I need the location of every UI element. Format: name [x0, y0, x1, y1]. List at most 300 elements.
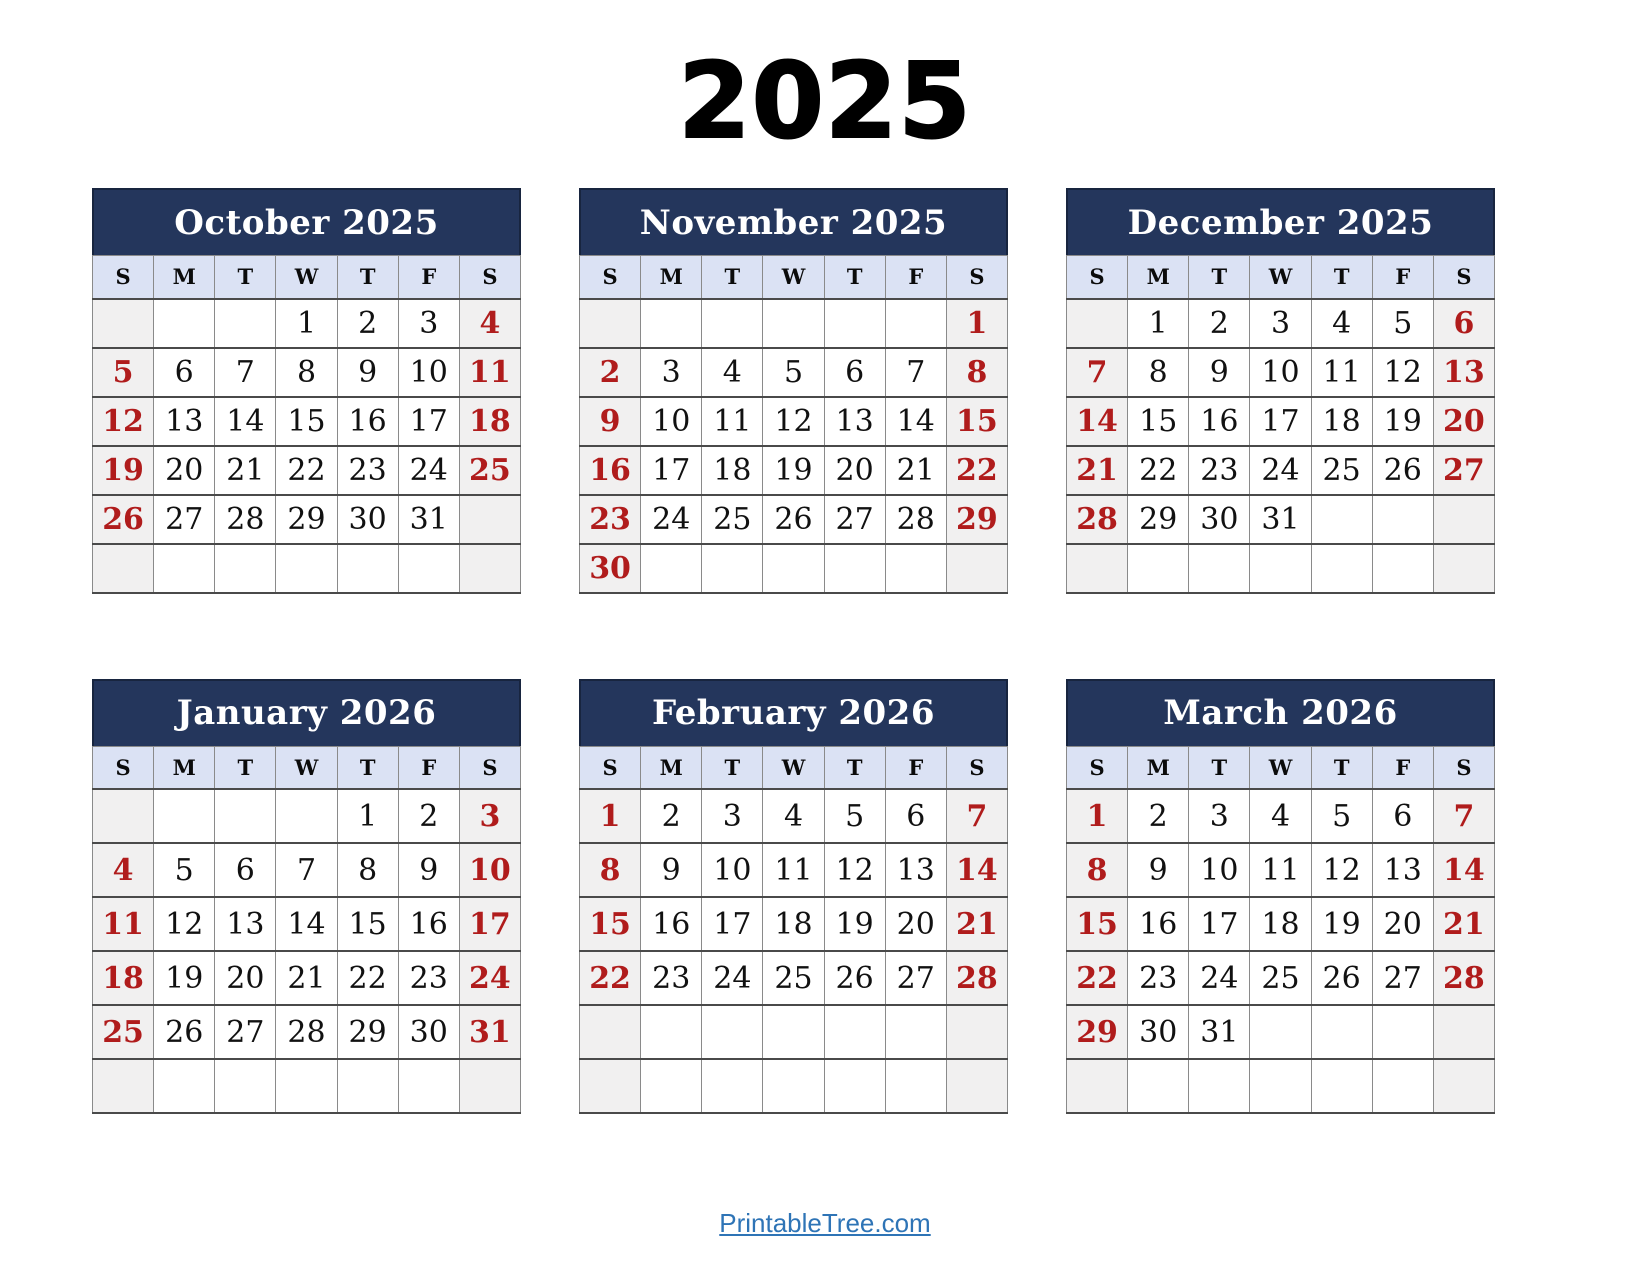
- day-cell-december-2025-25: 25: [1311, 446, 1372, 495]
- day-cell-february-2026-5: 5: [824, 789, 885, 843]
- day-cell-january-2026-22: 22: [337, 951, 398, 1005]
- day-cell-october-2025-23: 23: [337, 446, 398, 495]
- day-cell-february-2026-23: 23: [641, 951, 702, 1005]
- day-cell-january-2026-5: 5: [154, 843, 215, 897]
- day-cell-empty: [763, 544, 824, 593]
- day-cell-january-2026-7: 7: [276, 843, 337, 897]
- day-cell-december-2025-3: 3: [1250, 299, 1311, 348]
- day-cell-empty: [702, 1059, 763, 1113]
- day-cell-empty: [1433, 1059, 1494, 1113]
- day-cell-february-2026-24: 24: [702, 951, 763, 1005]
- day-cell-november-2025-21: 21: [885, 446, 946, 495]
- day-cell-empty: [946, 544, 1007, 593]
- day-cell-january-2026-3: 3: [459, 789, 520, 843]
- day-cell-empty: [398, 1059, 459, 1113]
- weekday-header: S: [93, 256, 154, 299]
- day-cell-empty: [824, 299, 885, 348]
- day-cell-empty: [1433, 544, 1494, 593]
- weekday-header: S: [580, 746, 641, 789]
- day-cell-january-2026-28: 28: [276, 1005, 337, 1059]
- day-cell-march-2026-16: 16: [1128, 897, 1189, 951]
- day-cell-march-2026-15: 15: [1067, 897, 1128, 951]
- day-cell-october-2025-26: 26: [93, 495, 154, 544]
- week-row: [580, 1059, 1008, 1113]
- day-cell-march-2026-6: 6: [1372, 789, 1433, 843]
- weekday-header: M: [1128, 256, 1189, 299]
- day-cell-december-2025-17: 17: [1250, 397, 1311, 446]
- day-cell-december-2025-1: 1: [1128, 299, 1189, 348]
- day-cell-january-2026-11: 11: [93, 897, 154, 951]
- day-cell-january-2026-19: 19: [154, 951, 215, 1005]
- day-cell-november-2025-14: 14: [885, 397, 946, 446]
- month-table-march-2026: [1066, 746, 1495, 1115]
- weekday-header: T: [824, 256, 885, 299]
- day-cell-january-2026-12: 12: [154, 897, 215, 951]
- day-cell-january-2026-15: 15: [337, 897, 398, 951]
- day-cell-empty: [885, 299, 946, 348]
- day-cell-december-2025-16: 16: [1189, 397, 1250, 446]
- week-row: [1067, 789, 1495, 843]
- day-cell-november-2025-24: 24: [641, 495, 702, 544]
- day-cell-empty: [1433, 495, 1494, 544]
- month-title-december-2025: December 2025: [1066, 188, 1495, 255]
- day-cell-october-2025-18: 18: [459, 397, 520, 446]
- day-cell-november-2025-1: 1: [946, 299, 1007, 348]
- weekday-header: T: [1311, 746, 1372, 789]
- year-title: 2025: [678, 40, 972, 162]
- week-row: [93, 495, 521, 544]
- day-cell-december-2025-19: 19: [1372, 397, 1433, 446]
- day-cell-empty: [824, 544, 885, 593]
- day-cell-empty: [215, 299, 276, 348]
- month-card-january-2026: [92, 679, 521, 1115]
- day-cell-november-2025-15: 15: [946, 397, 1007, 446]
- day-cell-empty: [93, 299, 154, 348]
- day-cell-december-2025-24: 24: [1250, 446, 1311, 495]
- week-row: [93, 544, 521, 593]
- day-cell-february-2026-19: 19: [824, 897, 885, 951]
- day-cell-january-2026-6: 6: [215, 843, 276, 897]
- weekday-header: F: [885, 746, 946, 789]
- weekday-header: T: [1189, 746, 1250, 789]
- day-cell-december-2025-29: 29: [1128, 495, 1189, 544]
- day-cell-january-2026-25: 25: [93, 1005, 154, 1059]
- weekday-header: W: [763, 746, 824, 789]
- day-cell-empty: [763, 299, 824, 348]
- day-cell-empty: [1250, 544, 1311, 593]
- weekday-header: F: [885, 256, 946, 299]
- day-cell-october-2025-14: 14: [215, 397, 276, 446]
- day-cell-november-2025-12: 12: [763, 397, 824, 446]
- day-cell-november-2025-22: 22: [946, 446, 1007, 495]
- weekday-header: S: [93, 746, 154, 789]
- day-cell-october-2025-29: 29: [276, 495, 337, 544]
- day-cell-empty: [885, 1059, 946, 1113]
- day-cell-december-2025-31: 31: [1250, 495, 1311, 544]
- day-cell-january-2026-1: 1: [337, 789, 398, 843]
- week-row: [580, 544, 1008, 593]
- day-cell-january-2026-21: 21: [276, 951, 337, 1005]
- week-row: [93, 299, 521, 348]
- weekday-header: S: [1067, 256, 1128, 299]
- day-cell-november-2025-25: 25: [702, 495, 763, 544]
- day-cell-december-2025-2: 2: [1189, 299, 1250, 348]
- week-row: [580, 397, 1008, 446]
- week-row: [1067, 544, 1495, 593]
- week-row: [93, 951, 521, 1005]
- day-cell-november-2025-17: 17: [641, 446, 702, 495]
- day-cell-january-2026-13: 13: [215, 897, 276, 951]
- day-cell-empty: [93, 789, 154, 843]
- day-cell-november-2025-28: 28: [885, 495, 946, 544]
- day-cell-empty: [398, 544, 459, 593]
- day-cell-october-2025-2: 2: [337, 299, 398, 348]
- day-cell-december-2025-20: 20: [1433, 397, 1494, 446]
- day-cell-february-2026-9: 9: [641, 843, 702, 897]
- day-cell-november-2025-29: 29: [946, 495, 1007, 544]
- day-cell-march-2026-24: 24: [1189, 951, 1250, 1005]
- day-cell-january-2026-24: 24: [459, 951, 520, 1005]
- weekday-header: M: [641, 746, 702, 789]
- day-cell-march-2026-18: 18: [1250, 897, 1311, 951]
- week-row: [93, 397, 521, 446]
- month-title-october-2025: October 2025: [92, 188, 521, 255]
- day-cell-december-2025-12: 12: [1372, 348, 1433, 397]
- weekday-header: T: [337, 256, 398, 299]
- day-cell-empty: [337, 544, 398, 593]
- day-cell-empty: [459, 1059, 520, 1113]
- month-card-november-2025: [579, 188, 1008, 594]
- day-cell-empty: [763, 1059, 824, 1113]
- day-cell-empty: [154, 544, 215, 593]
- footer: [0, 1208, 1650, 1239]
- day-cell-november-2025-5: 5: [763, 348, 824, 397]
- day-cell-february-2026-27: 27: [885, 951, 946, 1005]
- weekday-header-row: [93, 746, 521, 789]
- day-cell-october-2025-22: 22: [276, 446, 337, 495]
- weekday-header-row: [1067, 746, 1495, 789]
- day-cell-empty: [580, 299, 641, 348]
- weekday-header: S: [1433, 256, 1494, 299]
- day-cell-empty: [215, 1059, 276, 1113]
- day-cell-empty: [580, 1059, 641, 1113]
- day-cell-march-2026-30: 30: [1128, 1005, 1189, 1059]
- day-cell-december-2025-4: 4: [1311, 299, 1372, 348]
- day-cell-empty: [215, 544, 276, 593]
- day-cell-march-2026-19: 19: [1311, 897, 1372, 951]
- day-cell-october-2025-30: 30: [337, 495, 398, 544]
- day-cell-january-2026-2: 2: [398, 789, 459, 843]
- day-cell-october-2025-27: 27: [154, 495, 215, 544]
- week-row: [93, 1059, 521, 1113]
- week-row: [1067, 446, 1495, 495]
- month-title-february-2026: February 2026: [579, 679, 1008, 746]
- day-cell-february-2026-25: 25: [763, 951, 824, 1005]
- day-cell-february-2026-20: 20: [885, 897, 946, 951]
- day-cell-october-2025-5: 5: [93, 348, 154, 397]
- day-cell-empty: [276, 1059, 337, 1113]
- day-cell-february-2026-2: 2: [641, 789, 702, 843]
- day-cell-empty: [641, 1059, 702, 1113]
- day-cell-empty: [1311, 1059, 1372, 1113]
- week-row: [93, 789, 521, 843]
- day-cell-october-2025-7: 7: [215, 348, 276, 397]
- day-cell-february-2026-16: 16: [641, 897, 702, 951]
- day-cell-january-2026-30: 30: [398, 1005, 459, 1059]
- weekday-header: F: [398, 256, 459, 299]
- day-cell-empty: [215, 789, 276, 843]
- day-cell-january-2026-17: 17: [459, 897, 520, 951]
- week-row: [1067, 299, 1495, 348]
- day-cell-february-2026-18: 18: [763, 897, 824, 951]
- day-cell-empty: [1372, 544, 1433, 593]
- weekday-header: F: [1372, 256, 1433, 299]
- day-cell-december-2025-10: 10: [1250, 348, 1311, 397]
- weekday-header-row: [1067, 256, 1495, 299]
- day-cell-december-2025-6: 6: [1433, 299, 1494, 348]
- day-cell-october-2025-20: 20: [154, 446, 215, 495]
- weekday-header: S: [1433, 746, 1494, 789]
- day-cell-january-2026-14: 14: [276, 897, 337, 951]
- day-cell-march-2026-11: 11: [1250, 843, 1311, 897]
- day-cell-january-2026-10: 10: [459, 843, 520, 897]
- day-cell-empty: [1311, 544, 1372, 593]
- day-cell-january-2026-20: 20: [215, 951, 276, 1005]
- day-cell-november-2025-26: 26: [763, 495, 824, 544]
- day-cell-empty: [885, 544, 946, 593]
- day-cell-empty: [1128, 544, 1189, 593]
- week-row: [1067, 951, 1495, 1005]
- week-row: [1067, 1005, 1495, 1059]
- day-cell-january-2026-4: 4: [93, 843, 154, 897]
- day-cell-october-2025-12: 12: [93, 397, 154, 446]
- weekday-header: F: [398, 746, 459, 789]
- day-cell-december-2025-28: 28: [1067, 495, 1128, 544]
- day-cell-march-2026-25: 25: [1250, 951, 1311, 1005]
- day-cell-empty: [1250, 1059, 1311, 1113]
- day-cell-empty: [337, 1059, 398, 1113]
- day-cell-empty: [93, 544, 154, 593]
- day-cell-empty: [641, 544, 702, 593]
- day-cell-march-2026-9: 9: [1128, 843, 1189, 897]
- day-cell-march-2026-22: 22: [1067, 951, 1128, 1005]
- day-cell-january-2026-8: 8: [337, 843, 398, 897]
- day-cell-january-2026-18: 18: [93, 951, 154, 1005]
- day-cell-december-2025-30: 30: [1189, 495, 1250, 544]
- day-cell-march-2026-8: 8: [1067, 843, 1128, 897]
- week-row: [93, 446, 521, 495]
- day-cell-february-2026-10: 10: [702, 843, 763, 897]
- day-cell-november-2025-19: 19: [763, 446, 824, 495]
- day-cell-november-2025-8: 8: [946, 348, 1007, 397]
- month-card-october-2025: [92, 188, 521, 594]
- day-cell-january-2026-29: 29: [337, 1005, 398, 1059]
- day-cell-march-2026-28: 28: [1433, 951, 1494, 1005]
- day-cell-empty: [276, 789, 337, 843]
- day-cell-empty: [1433, 1005, 1494, 1059]
- week-row: [1067, 397, 1495, 446]
- weekday-header: T: [1311, 256, 1372, 299]
- day-cell-december-2025-26: 26: [1372, 446, 1433, 495]
- week-row: [580, 1005, 1008, 1059]
- weekday-header: S: [580, 256, 641, 299]
- day-cell-october-2025-25: 25: [459, 446, 520, 495]
- day-cell-empty: [1311, 495, 1372, 544]
- day-cell-empty: [1067, 1059, 1128, 1113]
- day-cell-march-2026-13: 13: [1372, 843, 1433, 897]
- weekday-header: W: [1250, 746, 1311, 789]
- weekday-header: M: [154, 256, 215, 299]
- day-cell-march-2026-21: 21: [1433, 897, 1494, 951]
- week-row: [1067, 843, 1495, 897]
- day-cell-empty: [1128, 1059, 1189, 1113]
- weekday-header: T: [824, 746, 885, 789]
- day-cell-december-2025-15: 15: [1128, 397, 1189, 446]
- day-cell-november-2025-30: 30: [580, 544, 641, 593]
- month-table-october-2025: [92, 255, 521, 594]
- day-cell-empty: [1067, 299, 1128, 348]
- day-cell-march-2026-2: 2: [1128, 789, 1189, 843]
- weekday-header: T: [702, 256, 763, 299]
- day-cell-november-2025-18: 18: [702, 446, 763, 495]
- day-cell-november-2025-11: 11: [702, 397, 763, 446]
- day-cell-march-2026-23: 23: [1128, 951, 1189, 1005]
- day-cell-empty: [459, 544, 520, 593]
- day-cell-march-2026-26: 26: [1311, 951, 1372, 1005]
- day-cell-march-2026-5: 5: [1311, 789, 1372, 843]
- day-cell-empty: [276, 544, 337, 593]
- day-cell-january-2026-16: 16: [398, 897, 459, 951]
- week-row: [580, 348, 1008, 397]
- weekday-header: F: [1372, 746, 1433, 789]
- day-cell-empty: [763, 1005, 824, 1059]
- day-cell-january-2026-26: 26: [154, 1005, 215, 1059]
- month-table-december-2025: [1066, 255, 1495, 594]
- month-table-february-2026: [579, 746, 1008, 1115]
- weekday-header: M: [1128, 746, 1189, 789]
- footer-link[interactable]: PrintableTree.com: [719, 1208, 931, 1238]
- day-cell-october-2025-15: 15: [276, 397, 337, 446]
- month-table-november-2025: [579, 255, 1008, 594]
- day-cell-december-2025-11: 11: [1311, 348, 1372, 397]
- day-cell-empty: [1311, 1005, 1372, 1059]
- day-cell-empty: [885, 1005, 946, 1059]
- day-cell-empty: [1067, 544, 1128, 593]
- day-cell-december-2025-5: 5: [1372, 299, 1433, 348]
- day-cell-december-2025-23: 23: [1189, 446, 1250, 495]
- day-cell-empty: [93, 1059, 154, 1113]
- day-cell-november-2025-23: 23: [580, 495, 641, 544]
- day-cell-march-2026-7: 7: [1433, 789, 1494, 843]
- day-cell-march-2026-10: 10: [1189, 843, 1250, 897]
- day-cell-november-2025-10: 10: [641, 397, 702, 446]
- day-cell-march-2026-3: 3: [1189, 789, 1250, 843]
- month-title-november-2025: November 2025: [579, 188, 1008, 255]
- day-cell-january-2026-31: 31: [459, 1005, 520, 1059]
- day-cell-february-2026-8: 8: [580, 843, 641, 897]
- week-row: [93, 843, 521, 897]
- day-cell-december-2025-8: 8: [1128, 348, 1189, 397]
- day-cell-empty: [1250, 1005, 1311, 1059]
- day-cell-november-2025-9: 9: [580, 397, 641, 446]
- weekday-header-row: [580, 256, 1008, 299]
- weekday-header: T: [1189, 256, 1250, 299]
- day-cell-february-2026-4: 4: [763, 789, 824, 843]
- day-cell-november-2025-27: 27: [824, 495, 885, 544]
- day-cell-october-2025-9: 9: [337, 348, 398, 397]
- day-cell-november-2025-3: 3: [641, 348, 702, 397]
- day-cell-march-2026-29: 29: [1067, 1005, 1128, 1059]
- day-cell-february-2026-7: 7: [946, 789, 1007, 843]
- day-cell-february-2026-21: 21: [946, 897, 1007, 951]
- day-cell-november-2025-4: 4: [702, 348, 763, 397]
- day-cell-empty: [154, 299, 215, 348]
- day-cell-empty: [946, 1059, 1007, 1113]
- weekday-header: S: [1067, 746, 1128, 789]
- weekday-header: M: [641, 256, 702, 299]
- day-cell-december-2025-18: 18: [1311, 397, 1372, 446]
- weekday-header-row: [93, 256, 521, 299]
- weekday-header: W: [763, 256, 824, 299]
- day-cell-october-2025-11: 11: [459, 348, 520, 397]
- day-cell-empty: [459, 495, 520, 544]
- weekday-header: M: [154, 746, 215, 789]
- week-row: [580, 446, 1008, 495]
- day-cell-february-2026-14: 14: [946, 843, 1007, 897]
- day-cell-january-2026-9: 9: [398, 843, 459, 897]
- week-row: [580, 843, 1008, 897]
- day-cell-march-2026-14: 14: [1433, 843, 1494, 897]
- day-cell-empty: [1372, 495, 1433, 544]
- day-cell-november-2025-20: 20: [824, 446, 885, 495]
- weekday-header: W: [1250, 256, 1311, 299]
- month-card-march-2026: [1066, 679, 1495, 1115]
- day-cell-october-2025-4: 4: [459, 299, 520, 348]
- weekday-header: S: [459, 746, 520, 789]
- week-row: [580, 951, 1008, 1005]
- day-cell-empty: [641, 1005, 702, 1059]
- month-card-december-2025: [1066, 188, 1495, 594]
- day-cell-march-2026-17: 17: [1189, 897, 1250, 951]
- day-cell-march-2026-31: 31: [1189, 1005, 1250, 1059]
- day-cell-december-2025-14: 14: [1067, 397, 1128, 446]
- day-cell-empty: [641, 299, 702, 348]
- week-row: [1067, 348, 1495, 397]
- month-title-march-2026: March 2026: [1066, 679, 1495, 746]
- day-cell-october-2025-16: 16: [337, 397, 398, 446]
- day-cell-october-2025-28: 28: [215, 495, 276, 544]
- week-row: [93, 348, 521, 397]
- week-row: [1067, 897, 1495, 951]
- day-cell-november-2025-6: 6: [824, 348, 885, 397]
- day-cell-february-2026-1: 1: [580, 789, 641, 843]
- day-cell-december-2025-21: 21: [1067, 446, 1128, 495]
- day-cell-february-2026-6: 6: [885, 789, 946, 843]
- day-cell-february-2026-26: 26: [824, 951, 885, 1005]
- month-title-january-2026: January 2026: [92, 679, 521, 746]
- day-cell-october-2025-17: 17: [398, 397, 459, 446]
- day-cell-empty: [154, 1059, 215, 1113]
- day-cell-march-2026-12: 12: [1311, 843, 1372, 897]
- week-row: [93, 897, 521, 951]
- day-cell-december-2025-7: 7: [1067, 348, 1128, 397]
- calendar-grid: [92, 188, 1495, 1114]
- day-cell-january-2026-27: 27: [215, 1005, 276, 1059]
- day-cell-february-2026-12: 12: [824, 843, 885, 897]
- day-cell-empty: [824, 1005, 885, 1059]
- day-cell-march-2026-27: 27: [1372, 951, 1433, 1005]
- week-row: [1067, 495, 1495, 544]
